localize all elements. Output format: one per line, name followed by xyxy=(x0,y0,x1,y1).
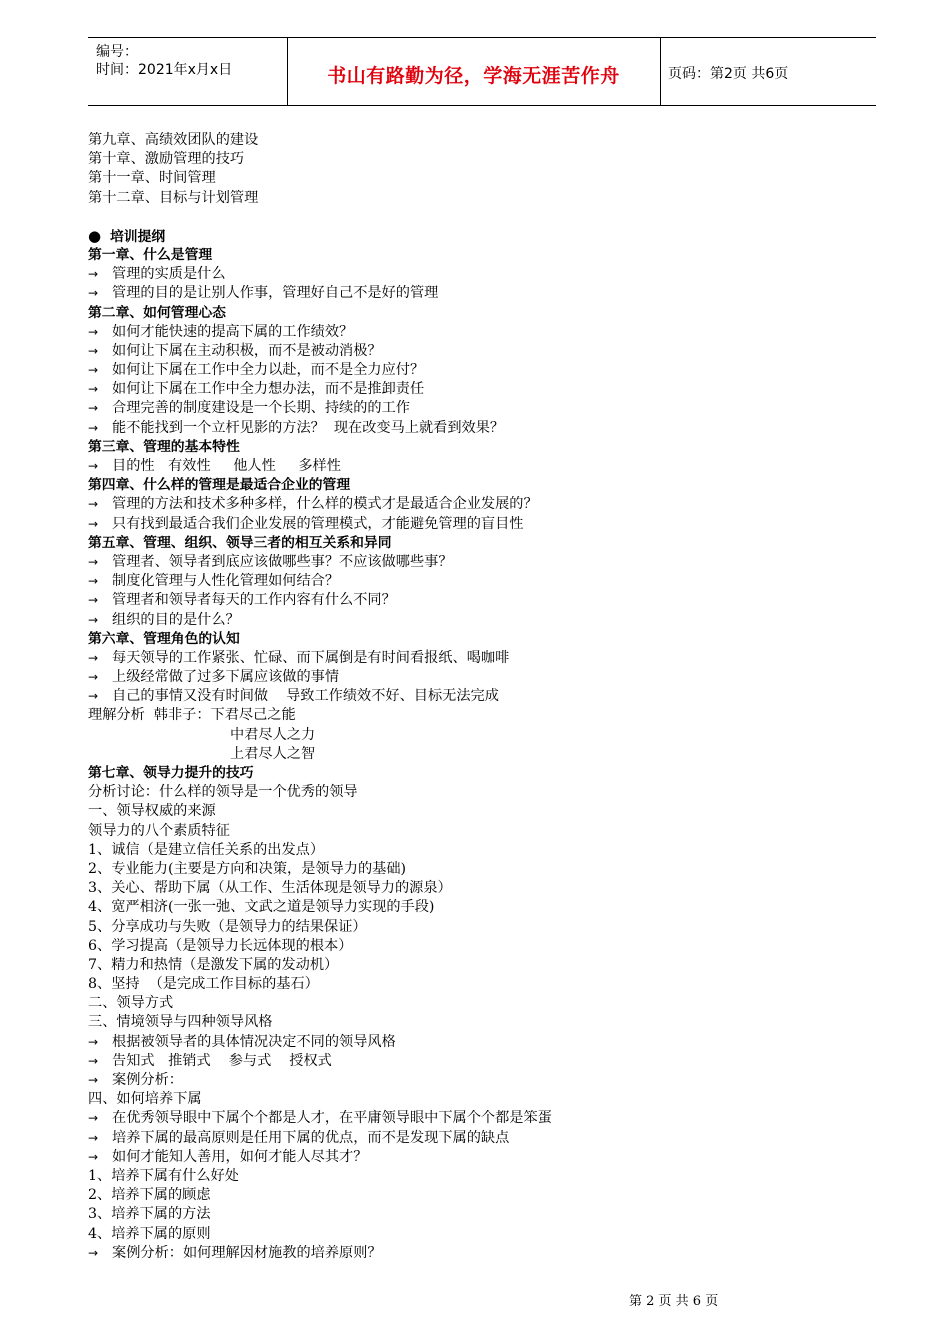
arrow-item xyxy=(88,457,888,476)
arrow-right-icon: → xyxy=(88,650,99,665)
paragraph-line xyxy=(88,975,888,994)
arrow-item xyxy=(88,649,888,668)
arrow-right-icon: → xyxy=(88,574,99,589)
arrow-item-text: 案例分析： xyxy=(112,1072,183,1088)
arrow-item-text: 管理的实质是什么 xyxy=(112,266,226,283)
paragraph-line xyxy=(88,860,888,879)
paragraph-text: 1、诚信（是建立信任关系的出发点） xyxy=(88,841,325,858)
paragraph-text: 1、培养下属有什么好处 xyxy=(88,1167,239,1184)
arrow-item-text: 管理者和领导者每天的工作内容有什么不同？ xyxy=(112,592,396,609)
paragraph-text: 6、学习提高（是领导力长远体现的根本） xyxy=(88,937,353,954)
arrow-item xyxy=(88,572,888,591)
arrow-item-text: 组织的目的是什么？ xyxy=(112,611,240,628)
paragraph-text: 二、领导方式 xyxy=(88,995,174,1012)
arrow-item xyxy=(88,668,888,687)
paragraph-text: 4、宽严相济(一张一弛、文武之道是领导力实现的手段) xyxy=(88,899,435,916)
arrow-item xyxy=(88,1052,888,1071)
paragraph-text: 8、坚持 （是完成工作目标的基石） xyxy=(88,976,319,993)
paragraph-line xyxy=(88,1225,888,1244)
arrow-item-text: 根据被领导者的具体情况决定不同的领导风格 xyxy=(112,1033,396,1050)
outline-heading xyxy=(88,227,888,246)
arrow-item xyxy=(88,380,888,399)
outline-title: 培训提纲 xyxy=(110,228,166,245)
toc-item: 第十一章、时间管理 xyxy=(88,170,216,187)
chapter-title: 第三章、管理的基本特性 xyxy=(88,438,240,455)
paragraph-text: 7、精力和热情（是激发下属的发动机） xyxy=(88,956,339,973)
arrow-right-icon: → xyxy=(88,1149,99,1164)
paragraph-line xyxy=(88,706,888,725)
indented-line xyxy=(88,745,888,764)
arrow-right-icon: → xyxy=(88,343,99,358)
paragraph-text: 四、如何培养下属 xyxy=(88,1091,202,1108)
chapter-heading xyxy=(88,304,888,323)
paragraph-text: 三、情境领导与四种领导风格 xyxy=(88,1014,273,1031)
arrow-right-icon: → xyxy=(88,1073,99,1087)
arrow-right-icon: → xyxy=(88,689,99,704)
arrow-item xyxy=(88,265,888,284)
paragraph-line xyxy=(88,1013,888,1032)
arrow-item xyxy=(88,284,888,303)
arrow-right-icon: → xyxy=(88,1053,99,1068)
arrow-item-text: 上级经常做了过多下属应该做的事情 xyxy=(112,669,340,686)
arrow-item-text: 案例分析：如何理解因材施教的培养原则？ xyxy=(112,1244,382,1261)
toc-item: 第九章、高绩效团队的建设 xyxy=(88,132,259,148)
arrow-item-text: 如何让下属在工作中全力以赴，而不是全力应付？ xyxy=(112,362,425,379)
paragraph-text: 理解分析 韩非子：下君尽己之能 xyxy=(88,707,296,724)
indented-line xyxy=(88,726,888,745)
arrow-item xyxy=(88,515,888,534)
chapter-title: 第五章、管理、组织、领导三者的相互关系和异同 xyxy=(88,534,392,551)
paragraph-text: 分析讨论：什么样的领导是一个优秀的领导 xyxy=(88,784,358,801)
paragraph-line xyxy=(88,1090,888,1109)
arrow-item xyxy=(88,1129,888,1148)
arrow-right-icon: → xyxy=(88,1034,99,1049)
paragraph-text: 2、培养下属的顾虑 xyxy=(88,1187,211,1204)
arrow-item-text: 自己的事情又没有时间做 导致工作绩效不好、目标无法完成 xyxy=(112,688,499,705)
arrow-item xyxy=(88,1109,888,1128)
arrow-item-text: 每天领导的工作紧张、忙碌、而下属倒是有时间看报纸、喝咖啡 xyxy=(112,649,510,666)
paragraph-line xyxy=(88,994,888,1013)
paragraph-text: 4、培养下属的原则 xyxy=(88,1225,211,1242)
arrow-item xyxy=(88,419,888,438)
arrow-right-icon: → xyxy=(88,382,99,397)
arrow-item-text: 如何让下属在主动积极，而不是被动消极？ xyxy=(112,342,382,359)
page-header xyxy=(88,37,876,106)
arrow-right-icon: → xyxy=(88,1111,99,1126)
chapter-heading xyxy=(88,764,888,783)
arrow-item xyxy=(88,553,888,572)
arrow-item-text: 培养下属的最高原则是任用下属的优点，而不是发现下属的缺点 xyxy=(112,1129,510,1146)
arrow-right-icon: → xyxy=(88,612,99,627)
arrow-item-text: 合理完善的制度建设是一个长期、持续的的工作 xyxy=(112,400,410,417)
header-motto-cell xyxy=(287,38,661,105)
arrow-item xyxy=(88,323,888,342)
arrow-item xyxy=(88,591,888,610)
arrow-item-text: 只有找到最适合我们企业发展的管理模式，才能避免管理的盲目性 xyxy=(112,515,524,532)
paragraph-text: 3、关心、帮助下属（从工作、生活体现是领导力的源泉） xyxy=(88,880,452,897)
arrow-item xyxy=(88,687,888,706)
arrow-right-icon: → xyxy=(88,670,99,685)
date-label: 时间：2021年x月x日 xyxy=(96,62,233,78)
arrow-right-icon: → xyxy=(88,420,99,435)
paragraph-line xyxy=(88,898,888,917)
chapter-heading xyxy=(88,476,888,495)
arrow-item xyxy=(88,1148,888,1167)
arrow-right-icon: → xyxy=(88,554,99,569)
paragraph-line xyxy=(88,783,888,802)
arrow-right-icon: → xyxy=(88,497,99,512)
arrow-right-icon: → xyxy=(88,363,99,378)
arrow-item xyxy=(88,1071,888,1090)
arrow-item xyxy=(88,1244,888,1263)
indented-text: 上君尽人之智 xyxy=(230,745,316,762)
paragraph-line xyxy=(88,1186,888,1205)
arrow-right-icon: → xyxy=(88,401,99,416)
paragraph-text: 3、培养下属的方法 xyxy=(88,1206,211,1223)
arrow-item-text: 如何才能知人善用，如何才能人尽其才？ xyxy=(112,1148,368,1165)
paragraph-line xyxy=(88,937,888,956)
arrow-item-text: 制度化管理与人性化管理如何结合？ xyxy=(112,573,340,590)
paragraph-line xyxy=(88,1167,888,1186)
paragraph-line xyxy=(88,918,888,937)
arrow-item-text: 在优秀领导眼中下属个个都是人才，在平庸领导眼中下属个个都是笨蛋 xyxy=(112,1110,552,1127)
arrow-item xyxy=(88,611,888,630)
arrow-right-icon: → xyxy=(88,1245,99,1260)
arrow-item-text: 如何让下属在工作中全力想办法，而不是推卸责任 xyxy=(112,381,425,398)
bullet-icon: ● xyxy=(88,226,102,245)
header-page-number: 页码：第2页 共6页 xyxy=(668,66,789,82)
arrow-right-icon: → xyxy=(88,324,99,339)
arrow-item-text: 能不能找到一个立杆见影的方法？ 现在改变马上就看到效果？ xyxy=(112,419,505,436)
indented-text: 中君尽人之力 xyxy=(230,726,316,743)
arrow-item xyxy=(88,399,888,418)
chapter-heading xyxy=(88,534,888,553)
arrow-right-icon: → xyxy=(88,267,99,282)
arrow-item-text: 目的性 有效性 他人性 多样性 xyxy=(112,458,341,474)
arrow-item-text: 管理的方法和技术多种多样，什么样的模式才是最适合企业发展的？ xyxy=(112,496,538,513)
arrow-item xyxy=(88,361,888,380)
arrow-item-text: 管理者、领导者到底应该做哪些事？不应该做哪些事？ xyxy=(112,553,453,570)
chapter-title: 第四章、什么样的管理是最适合企业的管理 xyxy=(88,477,351,494)
arrow-right-icon: → xyxy=(88,516,99,531)
arrow-item-text: 管理的目的是让别人作事，管理好自己不是好的管理 xyxy=(112,285,439,302)
page-footer: 第 2 页 共 6 页 xyxy=(629,1294,719,1309)
chapter-heading xyxy=(88,246,888,265)
paragraph-line xyxy=(88,802,888,821)
arrow-right-icon: → xyxy=(88,1130,99,1145)
toc-item: 第十章、激励管理的技巧 xyxy=(88,151,245,168)
serial-number-label: 编号： xyxy=(96,44,138,60)
arrow-item xyxy=(88,1033,888,1052)
paragraph-text: 一、领导权威的来源 xyxy=(88,803,216,820)
chapter-title: 第一章、什么是管理 xyxy=(88,246,213,263)
paragraph-line xyxy=(88,956,888,975)
toc-list xyxy=(88,131,888,208)
chapter-heading xyxy=(88,630,888,649)
arrow-item-text: 告知式 推销式 参与式 授权式 xyxy=(112,1052,332,1069)
arrow-item xyxy=(88,342,888,361)
arrow-item-text: 如何才能快速的提高下属的工作绩效？ xyxy=(112,323,354,340)
document-body xyxy=(88,131,888,1263)
arrow-right-icon: → xyxy=(88,593,99,608)
paragraph-line xyxy=(88,841,888,860)
header-page-cell xyxy=(660,38,876,105)
paragraph-line xyxy=(88,1205,888,1224)
chapter-title: 第七章、领导力提升的技巧 xyxy=(88,765,254,781)
toc-item: 第十二章、目标与计划管理 xyxy=(88,189,259,206)
paragraph-text: 领导力的八个素质特征 xyxy=(88,822,230,839)
arrow-item xyxy=(88,495,888,514)
outline-body xyxy=(88,246,888,1263)
motto-text: 书山有路勤为径，学海无涯苦作舟 xyxy=(327,65,620,87)
arrow-right-icon: → xyxy=(88,286,99,301)
paragraph-text: 5、分享成功与失败（是领导力的结果保证） xyxy=(88,918,367,935)
paragraph-line xyxy=(88,822,888,841)
paragraph-text: 2、专业能力(主要是方向和决策，是领导力的基础) xyxy=(88,860,407,877)
header-left-cell xyxy=(88,38,288,105)
arrow-right-icon: → xyxy=(88,459,99,473)
chapter-title: 第六章、管理角色的认知 xyxy=(88,630,240,647)
chapter-heading xyxy=(88,438,888,457)
paragraph-line xyxy=(88,879,888,898)
chapter-title: 第二章、如何管理心态 xyxy=(88,304,226,321)
